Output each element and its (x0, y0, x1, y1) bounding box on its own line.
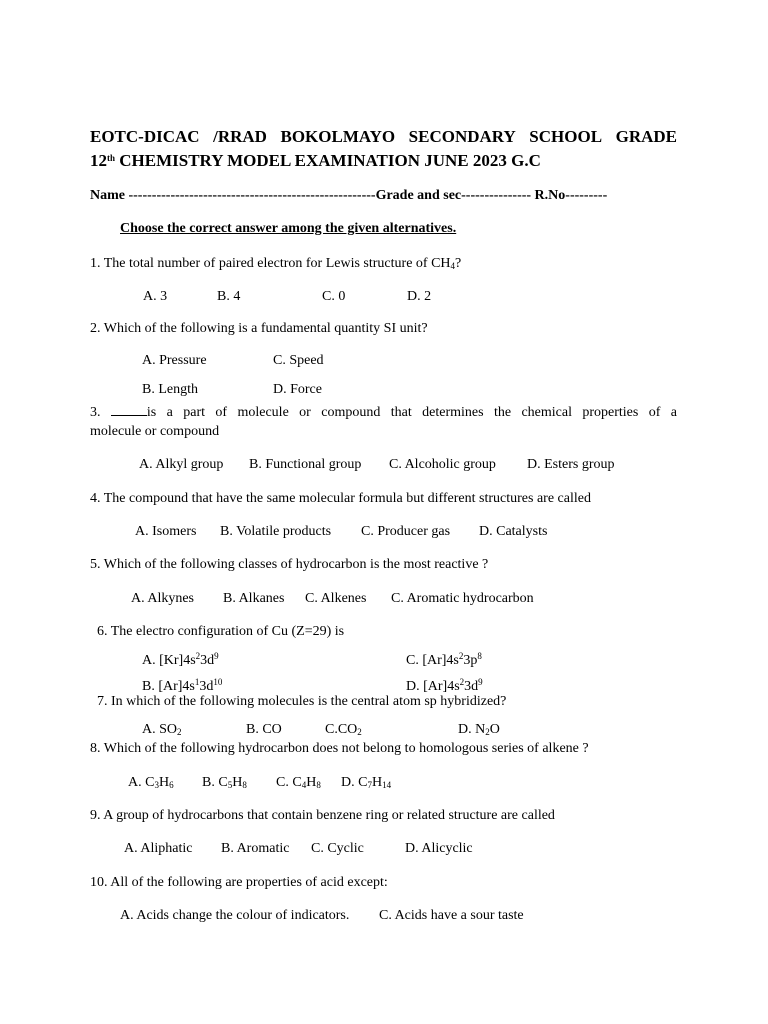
subscript: 4 (450, 261, 456, 271)
answer-blank (111, 403, 147, 416)
option-text: D. [Ar]4s (406, 679, 460, 694)
exam-title-line2 (90, 151, 541, 171)
question-1 (90, 256, 461, 272)
q7-option-d[interactable] (458, 722, 500, 738)
superscript: 1 (194, 677, 200, 687)
q8-option-d[interactable] (341, 775, 391, 791)
q10-option-c[interactable]: C. Acids have a sour taste (379, 908, 524, 923)
question-9: 9. A group of hydrocarbons that contain benzene ring or related structure are called (90, 808, 555, 823)
option-text: 3p (463, 653, 478, 668)
title-word: BOKOLMAYO (280, 127, 396, 146)
grade-number: 12 (90, 151, 107, 170)
q5-option-d[interactable]: C. Aromatic hydrocarbon (391, 591, 534, 606)
q2-option-a[interactable]: A. Pressure (142, 353, 207, 368)
title-word: GRADE (615, 127, 677, 146)
exam-title-line1 (90, 127, 677, 147)
superscript: 8 (477, 651, 482, 661)
q5-option-b[interactable]: B. Alkanes (223, 591, 285, 606)
q6-option-b[interactable] (142, 677, 222, 695)
question-4: 4. The compound that have the same molecular formula but different structures are called (90, 491, 591, 506)
subscript: 3 (154, 780, 159, 790)
q3-option-d[interactable]: D. Esters group (527, 457, 615, 472)
option-text: D. C (341, 775, 368, 790)
subscript: 2 (485, 727, 490, 737)
q6-option-c[interactable] (406, 651, 482, 669)
question-10: 10. All of the following are properties of acid except: (90, 875, 388, 890)
q7-option-b[interactable] (246, 722, 282, 738)
q2-option-d[interactable]: D. Force (273, 382, 322, 397)
subscript: 4 (301, 780, 307, 790)
option-text: A. C (128, 775, 155, 790)
question-text: ? (455, 256, 462, 271)
subscript: 6 (169, 780, 174, 790)
question-2: 2. Which of the following is a fundamental quantity SI unit? (90, 321, 428, 336)
q1-option-d[interactable]: D. 2 (407, 289, 432, 304)
option-text: H (371, 775, 383, 790)
option-text: C. [Ar]4s (406, 653, 459, 668)
subscript: 8 (316, 780, 321, 790)
option-text: H (306, 775, 317, 790)
q2-option-c[interactable]: C. Speed (273, 353, 324, 368)
subscript: 8 (242, 780, 247, 790)
q2-option-b[interactable]: B. Length (142, 382, 198, 397)
question-number: 3. (90, 405, 111, 420)
grade-suffix: th (107, 153, 116, 163)
q10-option-a[interactable]: A. Acids change the colour of indicators. (120, 908, 350, 923)
option-text: A. SO (142, 722, 178, 737)
option-text: O (489, 722, 500, 737)
q5-option-a[interactable]: A. Alkynes (131, 591, 194, 606)
q8-option-c[interactable] (276, 775, 321, 791)
option-text: C.CO (325, 722, 358, 737)
q7-option-c[interactable] (325, 722, 362, 738)
student-info-line: Name -----------------------------------------------------Grade and sec--------------- R.No--------- (90, 188, 608, 203)
option-text: B. C (202, 775, 228, 790)
superscript: 9 (214, 651, 219, 661)
title-word: SECONDARY (408, 127, 516, 146)
title-word: SCHOOL (529, 127, 603, 146)
superscript: 2 (195, 651, 201, 661)
q1-option-c[interactable]: C. 0 (322, 289, 346, 304)
subscript: 14 (382, 780, 392, 790)
option-text: B. CO (246, 722, 282, 737)
question-7: 7. In which of the following molecules is the central atom sp hybridized? (97, 694, 507, 709)
title-word: EOTC-DICAC (90, 127, 200, 146)
question-3-line2: molecule or compound (90, 424, 220, 439)
option-text: H (158, 775, 170, 790)
q9-option-d[interactable]: D. Alicyclic (405, 841, 473, 856)
option-text: 3d (464, 679, 479, 694)
option-text: 3d (200, 653, 215, 668)
superscript: 9 (478, 677, 483, 687)
option-text: C. C (276, 775, 302, 790)
title-word: /RRAD (213, 127, 267, 146)
question-8: 8. Which of the following hydrocarbon does not belong to homologous series of alkene ? (90, 741, 589, 756)
q9-option-c[interactable]: C. Cyclic (311, 841, 364, 856)
option-text: D. N (458, 722, 486, 737)
subscript: 7 (367, 780, 372, 790)
subscript: 5 (227, 780, 233, 790)
instructions: Choose the correct answer among the given alternatives. (120, 221, 457, 236)
subscript: 2 (177, 727, 182, 737)
q4-option-b[interactable]: B. Volatile products (220, 524, 332, 539)
q3-option-a[interactable]: A. Alkyl group (139, 457, 224, 472)
q9-option-a[interactable]: A. Aliphatic (124, 841, 193, 856)
q8-option-a[interactable] (128, 775, 174, 791)
q4-option-d[interactable]: D. Catalysts (479, 524, 548, 539)
q9-option-b[interactable]: B. Aromatic (221, 841, 290, 856)
subscript: 2 (357, 727, 362, 737)
question-5: 5. Which of the following classes of hydrocarbon is the most reactive ? (90, 557, 489, 572)
q3-option-c[interactable]: C. Alcoholic group (389, 457, 496, 472)
question-6: 6. The electro configuration of Cu (Z=29) is (97, 624, 345, 639)
superscript: 2 (458, 651, 464, 661)
q4-option-a[interactable]: A. Isomers (135, 524, 197, 539)
question-3-line1 (90, 403, 677, 421)
superscript: 2 (459, 677, 465, 687)
q8-option-b[interactable] (202, 775, 247, 791)
q4-option-c[interactable]: C. Producer gas (361, 524, 451, 539)
option-text: H (232, 775, 243, 790)
exam-subtitle: CHEMISTRY MODEL EXAMINATION JUNE 2023 G.C (115, 151, 541, 170)
option-text: 3d (199, 679, 214, 694)
q3-option-b[interactable]: B. Functional group (249, 457, 362, 472)
question-text: is a part of molecule or compound that determines the chemical properties of a (146, 405, 678, 420)
q6-option-d[interactable] (406, 677, 483, 695)
option-text: A. [Kr]4s (142, 653, 196, 668)
superscript: 10 (213, 677, 223, 687)
option-text: B. [Ar]4s (142, 679, 195, 694)
question-text: 1. The total number of paired electron for Lewis structure of CH (90, 256, 451, 271)
q6-option-a[interactable] (142, 651, 219, 669)
q1-option-b[interactable]: B. 4 (217, 289, 241, 304)
q5-option-c[interactable]: C. Alkenes (305, 591, 367, 606)
q7-option-a[interactable] (142, 722, 182, 738)
q1-option-a[interactable]: A. 3 (143, 289, 168, 304)
